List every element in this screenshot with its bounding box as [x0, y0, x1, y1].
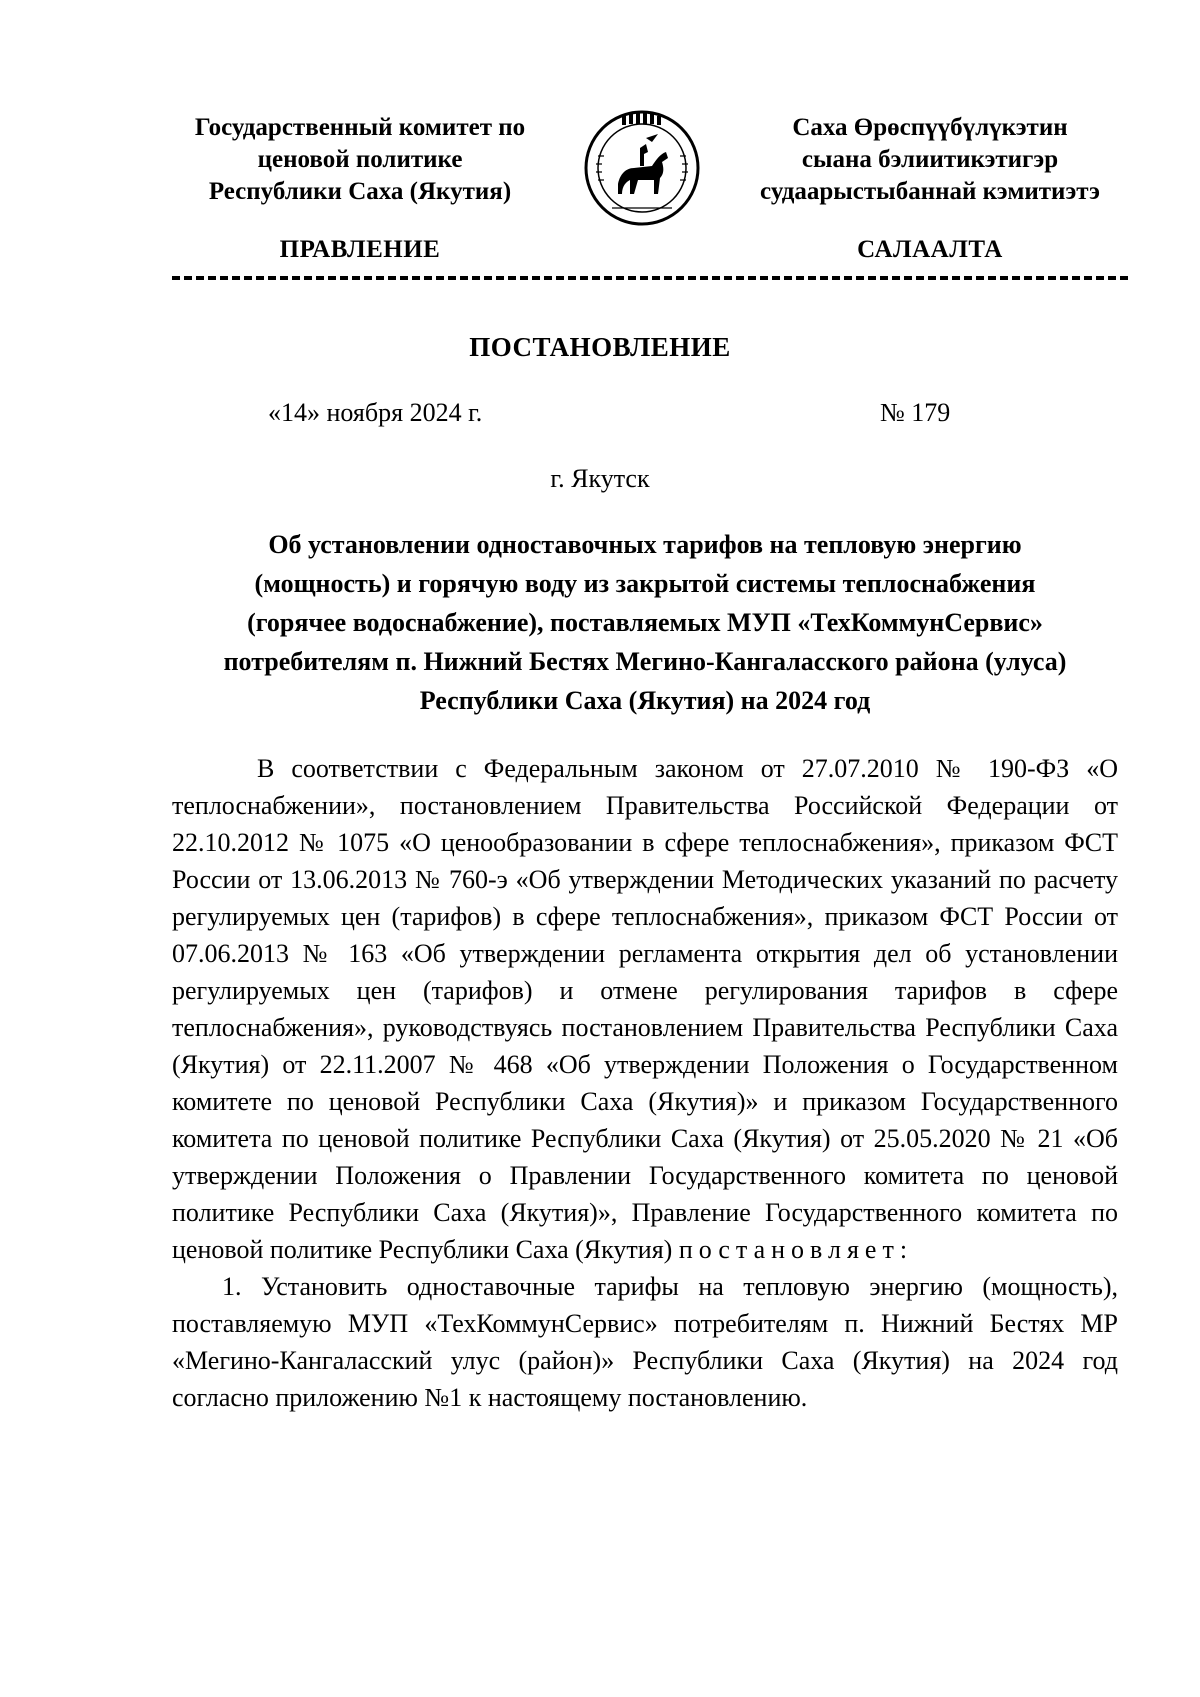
title-line: Республики Саха (Якутия) на 2024 год [419, 686, 871, 715]
header-left-line: Государственный комитет по [194, 114, 526, 141]
header-right-line: сыана бэлиитикэтигэр [801, 146, 1059, 173]
preamble-text: В соответствии с Федеральным законом от 27.07.2010 № 190-ФЗ «О теплоснабжении», постановлением Правительства Российской Федерации от 22.10.2012 № 1075 «О ценообразовании в сфере теплоснабжения», приказом ФСТ России от 13.06.2013 № 760-э «Об утверждении Методических указаний по расчету регулируемых цен (тарифов) в сфере теплоснабжения», приказом ФСТ России от 07.06.2013 № 163 «Об утверждении регламента открытия дел об установлении регулируемых цен (тарифов) и отмене регулирования тарифов в сфере теплоснабжения», руководствуясь постановлением Правительства Республики Саха (Якутия) от 22.11.2007 № 468 «Об утверждении Положения о Государственном комитете по ценовой Республики Саха (Якутия)» и приказом Государственного комитета по ценовой политике Республики Саха (Якутия) от 25.05.2020 № 21 «Об утверждении Положения о Правлении Государственного комитета по ценовой политике Республики Саха (Якутия)», Правление Государственного комитета по ценовой политике Республики Саха (Якутия) [172, 754, 1118, 1264]
header-right-block [740, 112, 1120, 208]
document-title [160, 525, 1130, 720]
document-city: г. Якутск [550, 464, 650, 493]
header-left-line: ценовой политике [257, 146, 463, 173]
document-date: «14» ноября 2024 г. [268, 398, 483, 427]
document-type: ПОСТАНОВЛЕНИЕ [469, 332, 731, 362]
header-separator [172, 276, 1128, 280]
preamble-paragraph [172, 750, 1118, 1268]
item-1-paragraph: 1. Установить одноставочные тарифы на тепловую энергию (мощность), поставляемую МУП «ТехКоммунСервис» потребителям п. Нижний Бестях МР «Мегино-Кангаласский улус (район)» Республики Саха (Якутия) на 2024 год согласно приложению №1 к настоящему постановлению. [172, 1272, 1118, 1412]
board-label-ru: ПРАВЛЕНИЕ [279, 236, 441, 263]
coat-of-arms-icon [582, 108, 702, 228]
header-right-line: судаарыстыбаннай кэмитиэтэ [760, 178, 1100, 205]
resolves-text: постановляет: [678, 1235, 914, 1264]
document-body [172, 750, 1118, 1416]
header-right-line: Саха Өрөспүүбүлүкэтин [792, 114, 1068, 141]
title-line: потребителям п. Нижний Бестях Мегино-Кангаласского района (улуса) [223, 647, 1067, 676]
document-number: № 179 [880, 398, 951, 427]
board-label-sah: САЛААЛТА [857, 236, 1003, 263]
title-line: (горячее водоснабжение), поставляемых МУП «ТехКоммунСервис» [247, 608, 1043, 637]
header-left-line: Республики Саха (Якутия) [208, 178, 512, 205]
title-line: Об установлении одноставочных тарифов на тепловую энергию [268, 530, 1022, 559]
title-line: (мощность) и горячую воду из закрытой системы теплоснабжения [254, 569, 1036, 598]
header-left-block [160, 112, 560, 208]
